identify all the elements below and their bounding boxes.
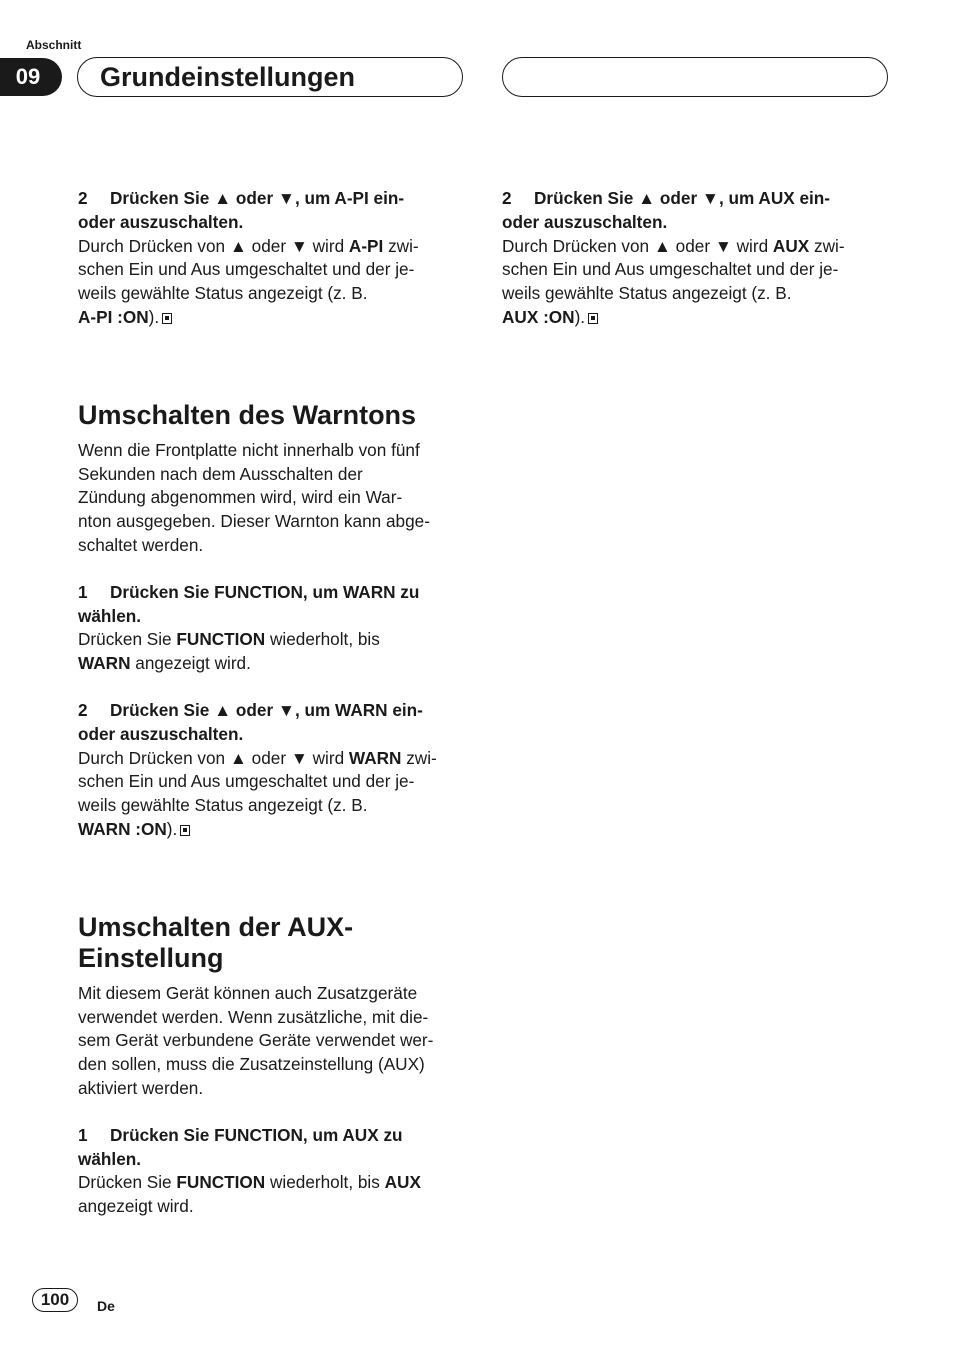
step-heading-cont: oder auszuschalten. [78, 723, 244, 744]
step-heading-cont: wählen. [78, 1148, 142, 1169]
section-heading-warnton: Umschalten des Warntons [78, 399, 417, 430]
section-heading-aux: Umschalten der AUX- Einstellung [78, 911, 354, 973]
body-line: weils gewählte Status angezeigt (z. B. [78, 283, 368, 304]
body-line: Durch Drücken von ▲ oder ▼ wird AUX zwi- [502, 235, 845, 256]
aux-step-2 [502, 187, 892, 330]
body-line: weils gewählte Status angezeigt (z. B. [78, 795, 368, 816]
body-line: Wenn die Frontplatte nicht innerhalb von fünf [78, 439, 420, 460]
body-line: schen Ein und Aus umgeschaltet und der je- [502, 259, 839, 280]
step-heading: 2 Drücken Sie ▲ oder ▼, um AUX ein- [502, 188, 831, 208]
aux-intro [78, 982, 468, 1101]
body-line: AUX :ON). [502, 306, 892, 330]
step-heading: 2 Drücken Sie ▲ oder ▼, um WARN ein- [78, 699, 423, 720]
body-line: A-PI :ON). [78, 306, 468, 330]
section-label: Abschnitt [26, 38, 82, 52]
body-line: Durch Drücken von ▲ oder ▼ wird WARN zwi- [78, 747, 437, 768]
right-column [502, 187, 892, 330]
step-heading-cont: wählen. [78, 605, 142, 626]
warn-step-1 [78, 581, 468, 676]
body-line: Drücken Sie FUNCTION wiederholt, bis [78, 629, 380, 650]
body-line: weils gewählte Status angezeigt (z. B. [502, 283, 792, 304]
body-line: aktiviert werden. [78, 1077, 204, 1098]
body-line: WARN angezeigt wird. [78, 653, 251, 674]
end-of-section-icon [588, 313, 598, 324]
body-line: Sekunden nach dem Ausschalten der [78, 463, 363, 484]
chapter-title [77, 57, 463, 97]
warn-step-2 [78, 699, 468, 842]
body-line: nton ausgegeben. Dieser Warnton kann abge- [78, 511, 430, 532]
body-line: Durch Drücken von ▲ oder ▼ wird A-PI zwi- [78, 235, 419, 256]
step-heading-cont: oder auszuschalten. [502, 211, 668, 232]
body-line: verwendet werden. Wenn zusätzliche, mit die- [78, 1006, 429, 1027]
aux-step-1 [78, 1124, 468, 1219]
body-line: angezeigt wird. [78, 1196, 194, 1217]
body-line: Mit diesem Gerät können auch Zusatzgeräte [78, 982, 418, 1003]
page-number: 100 [32, 1288, 78, 1312]
left-column [78, 187, 468, 1219]
api-step-2 [78, 187, 468, 330]
end-of-section-icon [180, 825, 190, 836]
body-line: Zündung abgenommen wird, wird ein War- [78, 487, 403, 508]
step-heading: 1 Drücken Sie FUNCTION, um AUX zu [78, 1124, 403, 1145]
step-heading-cont: oder auszuschalten. [78, 211, 244, 232]
body-line: sem Gerät verbundene Geräte verwendet wer- [78, 1030, 434, 1051]
body-line: schaltet werden. [78, 534, 204, 555]
chapter-title-text: Grundeinstellungen [100, 61, 356, 92]
body-line: den sollen, muss die Zusatzeinstellung (AUX) [78, 1054, 425, 1075]
empty-header-box [502, 57, 888, 97]
warn-intro [78, 439, 468, 558]
body-line: schen Ein und Aus umgeschaltet und der je- [78, 771, 415, 792]
step-heading: 2 Drücken Sie ▲ oder ▼, um A-PI ein- [78, 188, 405, 208]
language-code: De [97, 1298, 115, 1314]
step-heading: 1 Drücken Sie FUNCTION, um WARN zu [78, 581, 420, 602]
body-line: schen Ein und Aus umgeschaltet und der je- [78, 259, 415, 280]
body-line: WARN :ON). [78, 818, 468, 842]
section-number-badge: 09 [0, 58, 62, 96]
end-of-section-icon [162, 313, 172, 324]
body-line: Drücken Sie FUNCTION wiederholt, bis AUX [78, 1172, 421, 1193]
